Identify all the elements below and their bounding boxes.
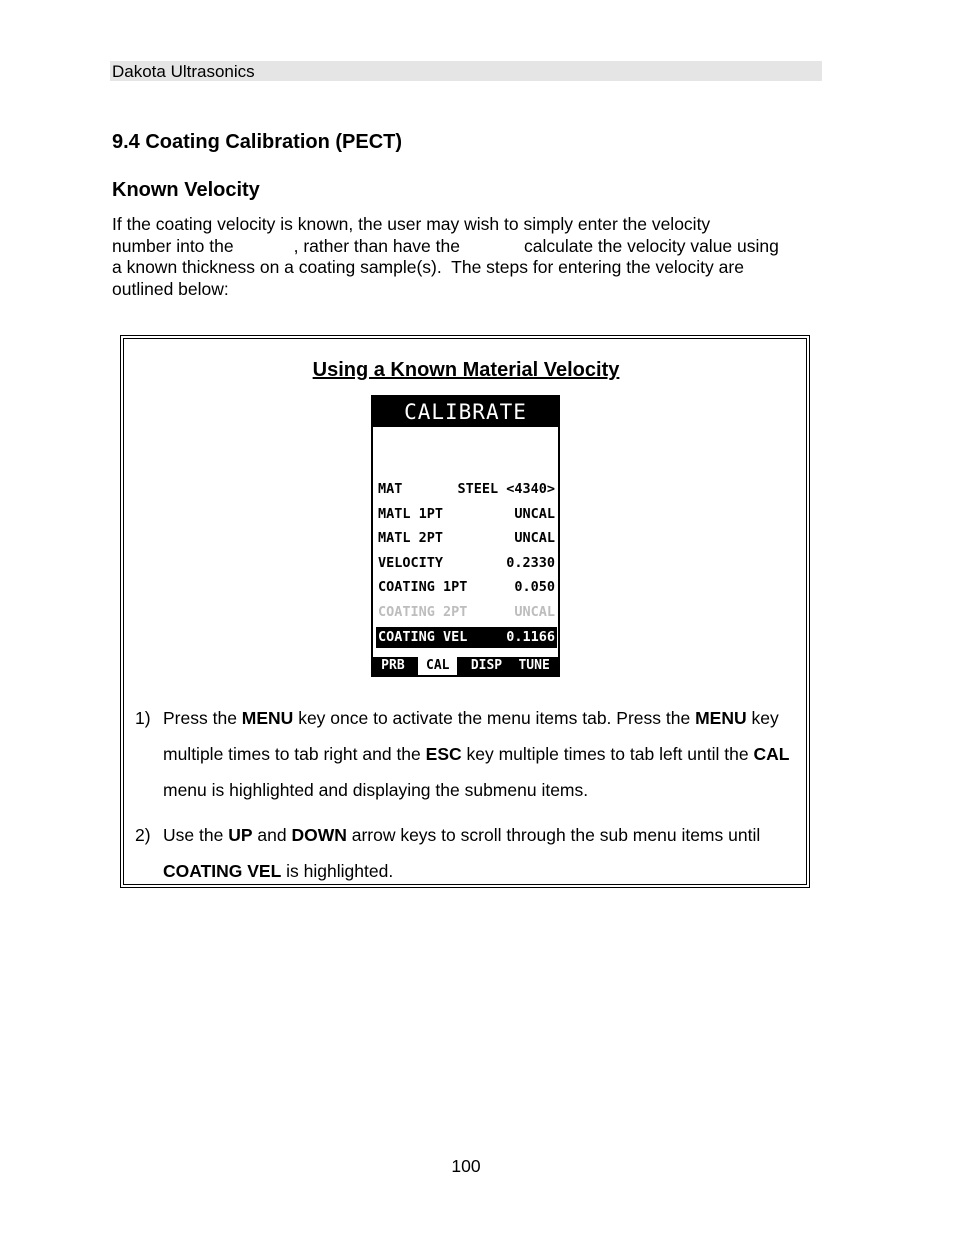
lcd-row-mat: MAT STEEL <4340> <box>378 481 555 497</box>
step-item: 2) Use the UP and DOWN arrow keys to scroll through the sub menu items until COATING VEL is highlighted. <box>135 825 761 881</box>
lcd-tab-prb: PRB <box>381 658 405 673</box>
lcd-screen <box>371 395 560 677</box>
header-company: Dakota Ultrasonics <box>112 62 255 81</box>
intro-line: number into the , rather than have the calculate the velocity value using <box>112 235 779 256</box>
box-title: Using a Known Material Velocity <box>312 359 620 381</box>
lcd-tab-tune: TUNE <box>518 658 550 673</box>
lcd-row-coating-vel-selected: COATING VEL 0.1166 <box>376 627 557 648</box>
lcd-row-coating-2pt: COATING 2PT UNCAL <box>378 604 555 620</box>
lcd-tab-disp: DISP <box>470 658 503 673</box>
lcd-tab-cal: CAL <box>418 657 457 675</box>
subsection-title: Known Velocity <box>112 179 260 201</box>
lcd-row-coating-1pt: COATING 1PT 0.050 <box>378 579 555 595</box>
section-title: 9.4 Coating Calibration (PECT) <box>112 131 403 153</box>
lcd-row-matl-2pt: MATL 2PT UNCAL <box>378 530 555 546</box>
page-number: 100 <box>451 1156 481 1176</box>
lcd-row-velocity: VELOCITY 0.2330 <box>378 555 555 571</box>
lcd-row-matl-1pt: MATL 1PT UNCAL <box>378 506 555 522</box>
intro-line: outlined below: <box>112 278 229 299</box>
intro-line: a known thickness on a coating sample(s). The steps for entering the velocity are <box>112 257 744 277</box>
lcd-title: CALIBRATE <box>373 397 558 427</box>
step-item: 1) Press the MENU key once to activate the menu items tab. Press the MENU key multiple times to tab right and the ESC key multiple times to tab left until the CAL menu is highlighted and displaying the submenu items. <box>135 708 790 800</box>
steps-list <box>135 700 805 898</box>
intro-paragraph <box>112 214 832 300</box>
lcd-tab-bar <box>373 657 558 675</box>
intro-line: If the coating velocity is known, the user may wish to simply enter the velocity <box>112 214 711 234</box>
